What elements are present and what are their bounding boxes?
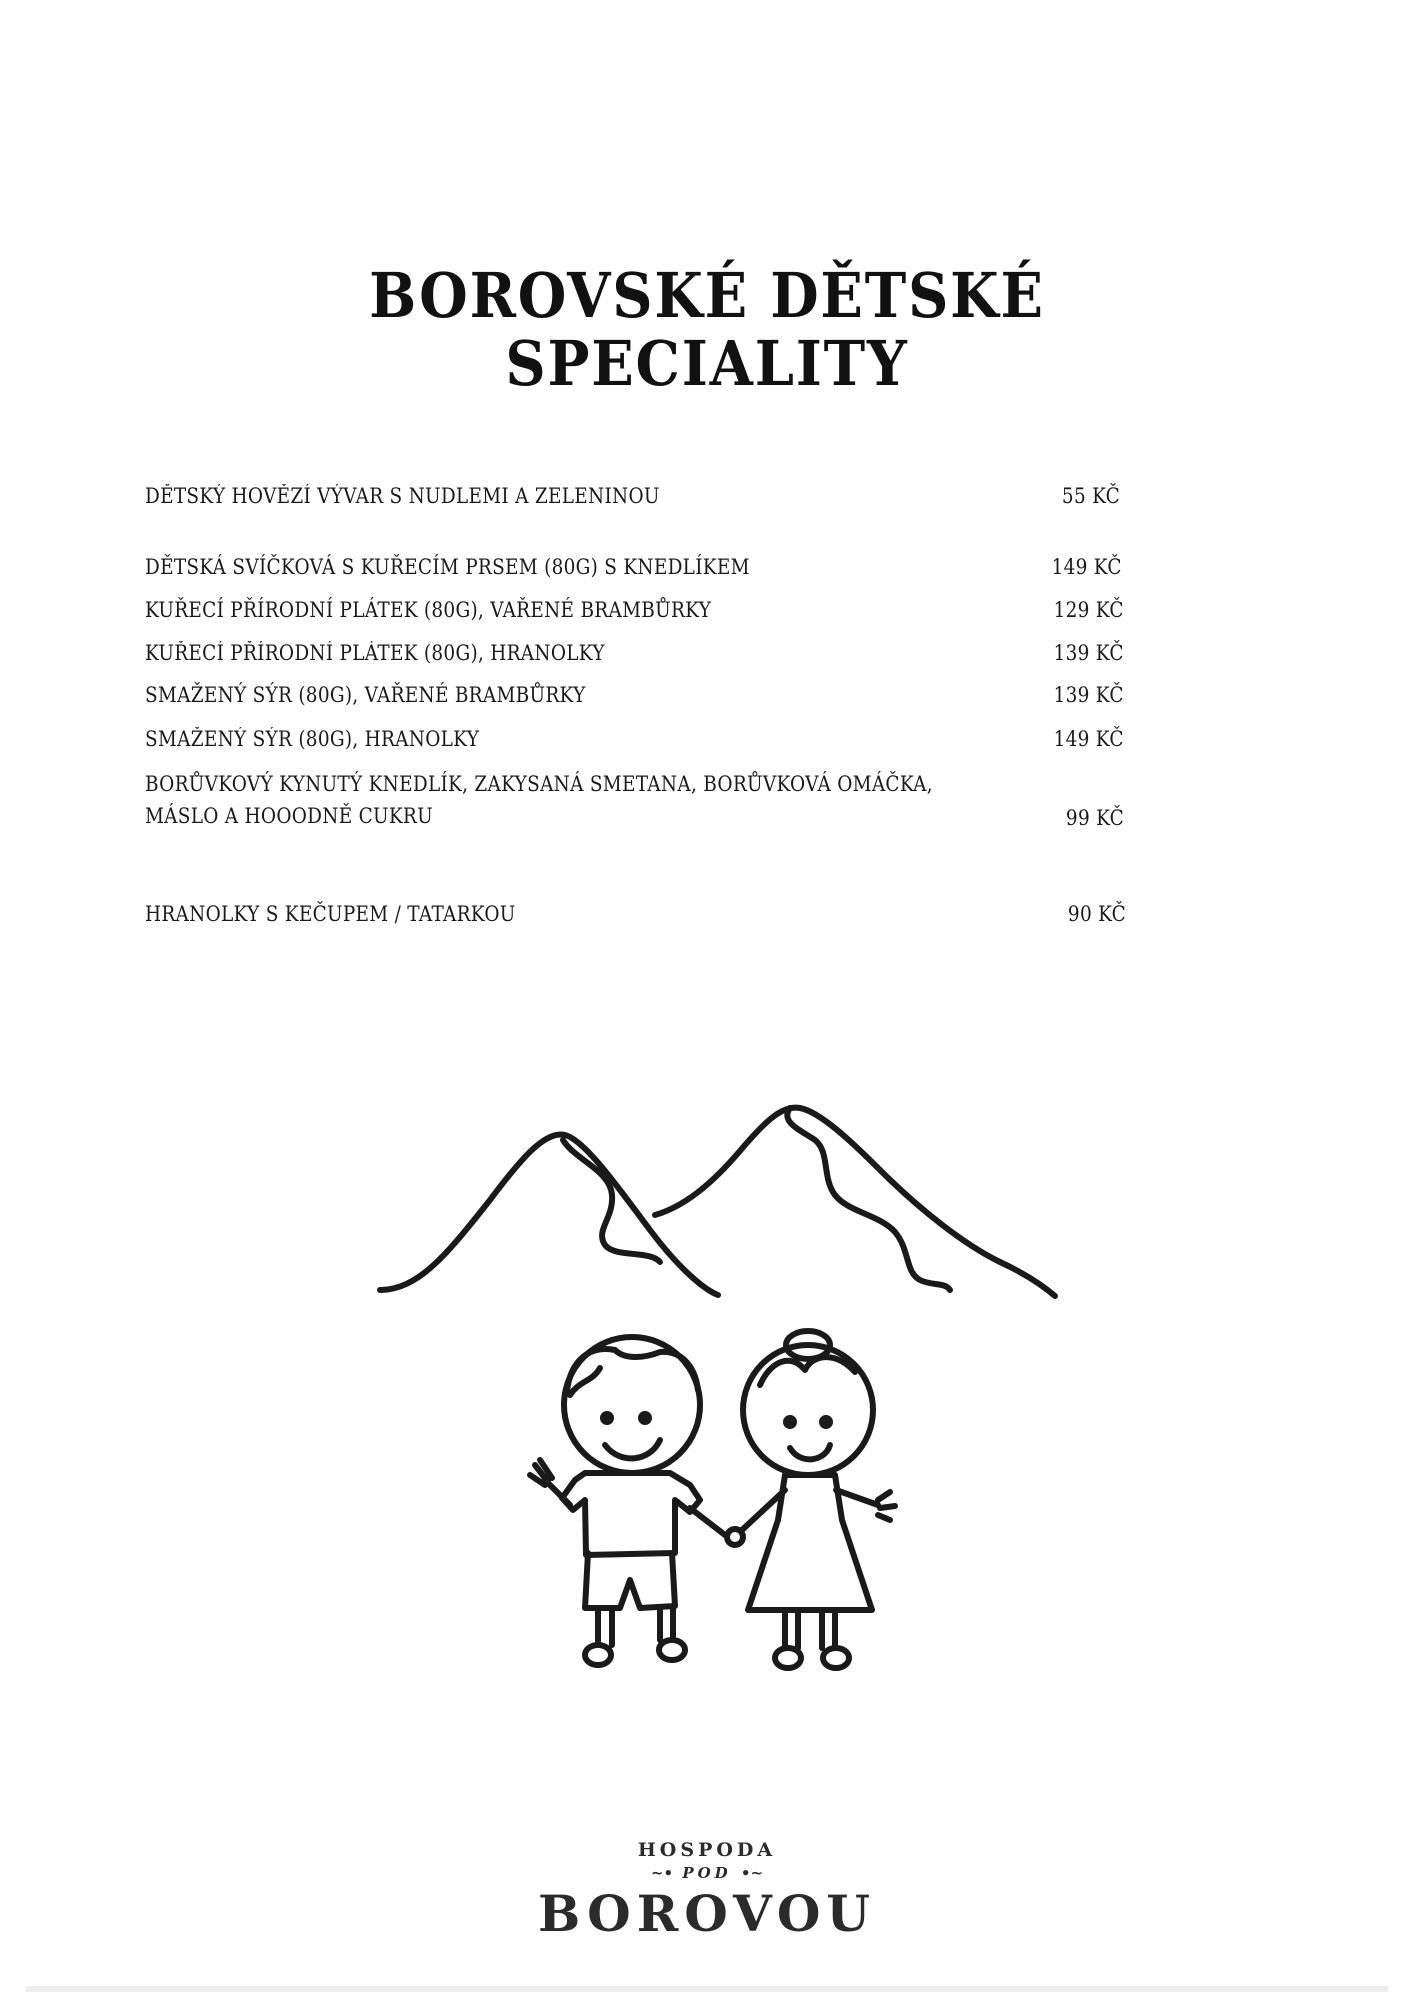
menu-item-price: 99 KČ [1065,806,1124,830]
menu-item-name: HRANOLKY S KEČUPEM / TATARKOU [145,902,516,926]
menu-item-name: SMAŽENÝ SÝR (80G), VAŘENÉ BRAMBŮRKY [145,683,586,707]
logo-top-text: HOSPODA [637,1839,777,1861]
menu-item-price: 149 KČ [1051,555,1122,579]
logo-bottom-text: BOROVOU [537,1884,877,1943]
menu-item-price: 129 KČ [1053,598,1124,622]
menu-item-price: 139 KČ [1053,641,1124,665]
menu-item-name: DĚTSKÝ HOVĚZÍ VÝVAR S NUDLEMI A ZELENINOU [145,484,660,508]
menu-item-price: 149 KČ [1053,727,1124,751]
mountain-left-icon [380,1134,718,1295]
mountain-right-ridge-icon [787,1108,950,1290]
menu-item-price: 55 KČ [1061,484,1120,508]
menu-item-name-line-1: BORŮVKOVÝ KYNUTÝ KNEDLÍK, ZAKYSANÁ SMETANA, BORŮVKOVÁ OMÁČKA, [145,772,933,796]
page-bottom-divider [26,1986,1388,1992]
logo-middle [0,1862,1414,1884]
girl-icon [727,1331,895,1668]
menu-item-name: KUŘECÍ PŘÍRODNÍ PLÁTEK (80G), HRANOLKY [145,641,605,665]
menu-item-price: 90 KČ [1067,902,1126,926]
logo-flourish-left-icon: ~• [650,1864,674,1882]
logo-middle-text: POD [682,1864,732,1882]
restaurant-logo [0,1838,1414,1942]
mountain-left-ridge-icon [563,1140,660,1262]
menu-item-name: DĚTSKÁ SVÍČKOVÁ S KUŘECÍM PRSEM (80G) S KNEDLÍKEM [145,555,750,579]
logo-flourish-right-icon: •~ [740,1864,764,1882]
boy-icon [530,1337,725,1665]
menu-item-price: 139 KČ [1053,683,1124,707]
menu-item-name: KUŘECÍ PŘÍRODNÍ PLÁTEK (80G), VAŘENÉ BRAMBŮRKY [145,598,712,622]
page-title-line-2: SPECIALITY [505,327,909,400]
page-title-line-1: BOROVSKÉ DĚTSKÉ [369,259,1045,332]
menu-item-name: SMAŽENÝ SÝR (80G), HRANOLKY [145,727,480,751]
menu-item-name-line-2: MÁSLO A HOOODNĚ CUKRU [145,804,433,828]
mountain-right-icon [655,1108,1055,1296]
